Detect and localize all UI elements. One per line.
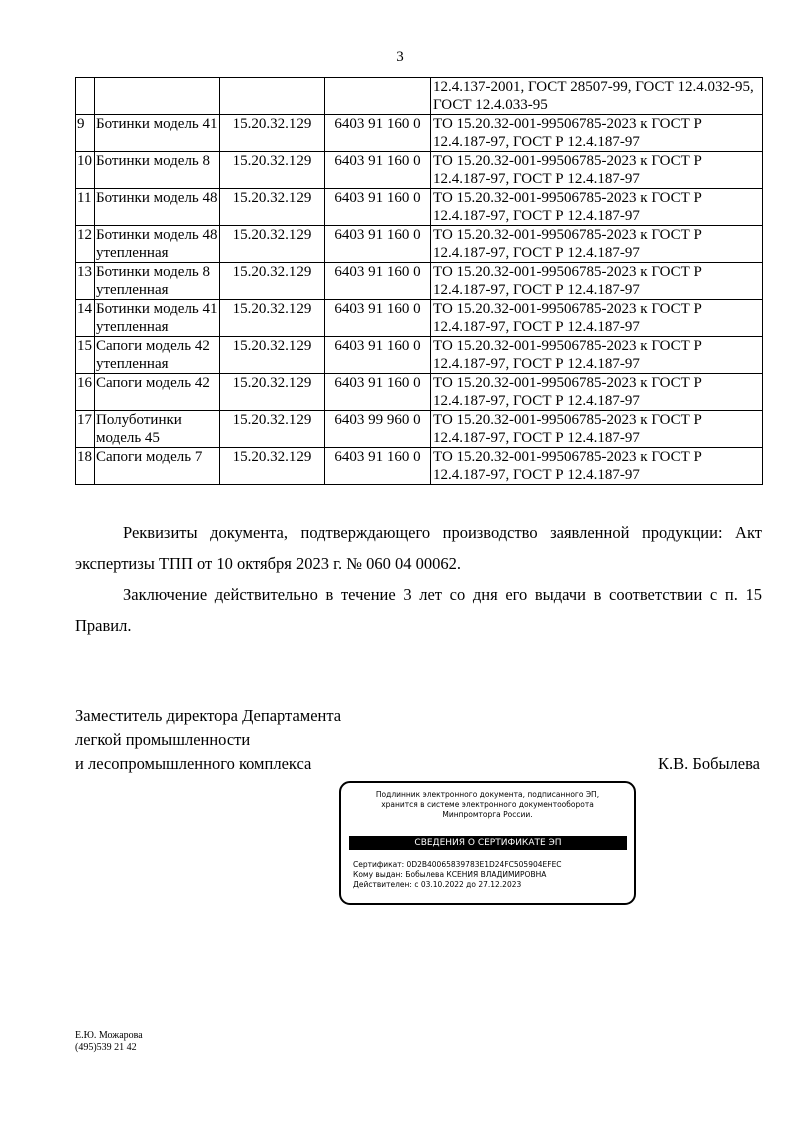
standard-cell: ТО 15.20.32-001-99506785-2023 к ГОСТ Р 12.4.187-97, ГОСТ Р 12.4.187-97 xyxy=(431,337,763,374)
stamp-certificate-info xyxy=(353,860,562,890)
row-number-cell: 17 xyxy=(76,411,95,448)
tnved-code-cell: 6403 91 160 0 xyxy=(325,374,431,411)
tnved-code-cell: 6403 91 160 0 xyxy=(325,226,431,263)
row-number-cell: 16 xyxy=(76,374,95,411)
products-table-body xyxy=(76,78,763,485)
okpd2-code-cell: 15.20.32.129 xyxy=(220,152,325,189)
table-row xyxy=(76,115,763,152)
product-name-cell: Ботинки модель 48 xyxy=(95,189,220,226)
tnved-code-cell xyxy=(325,78,431,115)
row-number-cell: 13 xyxy=(76,263,95,300)
signatory-title-line: Заместитель директора Департамента xyxy=(75,706,342,725)
okpd2-code-cell: 15.20.32.129 xyxy=(220,337,325,374)
row-number-cell: 12 xyxy=(76,226,95,263)
tnved-code-cell: 6403 91 160 0 xyxy=(325,189,431,226)
tnved-code-cell: 6403 99 960 0 xyxy=(325,411,431,448)
paragraph-validity: Заключение действительно в течение 3 лет со дня его выдачи в соответствии с п. 15 Правил. xyxy=(75,585,762,635)
tnved-code-cell: 6403 91 160 0 xyxy=(325,115,431,152)
product-name-cell: Сапоги модель 42 xyxy=(95,374,220,411)
executor-note xyxy=(75,1030,143,1054)
row-number-cell: 14 xyxy=(76,300,95,337)
table-row xyxy=(76,78,763,115)
table-row xyxy=(76,300,763,337)
signatory-title-line: легкой промышленности xyxy=(75,730,251,749)
paragraph-document-details: Реквизиты документа, подтверждающего производство заявленной продукции: Акт экспертизы ТПП от 10 октября 2023 г. № 060 04 00062. xyxy=(75,523,762,573)
table-row xyxy=(76,337,763,374)
okpd2-code-cell: 15.20.32.129 xyxy=(220,448,325,485)
standard-cell: ТО 15.20.32-001-99506785-2023 к ГОСТ Р 12.4.187-97, ГОСТ Р 12.4.187-97 xyxy=(431,226,763,263)
table-row xyxy=(76,189,763,226)
executor-phone: (495)539 21 42 xyxy=(75,1042,137,1053)
table-row xyxy=(76,263,763,300)
okpd2-code-cell xyxy=(220,78,325,115)
table-row xyxy=(76,411,763,448)
table-row xyxy=(76,152,763,189)
tnved-code-cell: 6403 91 160 0 xyxy=(325,263,431,300)
stamp-header-line: хранится в системе электронного документооборота xyxy=(381,800,594,809)
stamp-header-line: Минпромторга России. xyxy=(442,810,533,819)
okpd2-code-cell: 15.20.32.129 xyxy=(220,226,325,263)
okpd2-code-cell: 15.20.32.129 xyxy=(220,263,325,300)
okpd2-code-cell: 15.20.32.129 xyxy=(220,300,325,337)
standard-cell: ТО 15.20.32-001-99506785-2023 к ГОСТ Р 12.4.187-97, ГОСТ Р 12.4.187-97 xyxy=(431,448,763,485)
table-row xyxy=(76,374,763,411)
product-name-cell: Ботинки модель 41 xyxy=(95,115,220,152)
table-row xyxy=(76,226,763,263)
stamp-certificate-number: Сертификат: 0D2B40065839783E1D24FC505904EFEC xyxy=(353,860,562,869)
row-number-cell xyxy=(76,78,95,115)
standard-cell: ТО 15.20.32-001-99506785-2023 к ГОСТ Р 12.4.187-97, ГОСТ Р 12.4.187-97 xyxy=(431,411,763,448)
stamp-certificate-bar: СВЕДЕНИЯ О СЕРТИФИКАТЕ ЭП xyxy=(349,836,627,850)
signatory-name: К.В. Бобылева xyxy=(657,754,760,773)
stamp-header xyxy=(341,790,634,820)
stamp-header-line: Подлинник электронного документа, подписанного ЭП, xyxy=(375,790,600,799)
okpd2-code-cell: 15.20.32.129 xyxy=(220,115,325,152)
product-name-cell: Ботинки модель 48 утепленная xyxy=(96,227,218,261)
row-number-cell: 10 xyxy=(76,152,95,189)
executor-name: Е.Ю. Можарова xyxy=(75,1030,143,1041)
product-name-cell xyxy=(95,78,220,115)
tnved-code-cell: 6403 91 160 0 xyxy=(325,152,431,189)
product-name-cell: Ботинки модель 41 утепленная xyxy=(96,301,218,335)
row-number-cell: 11 xyxy=(76,189,95,226)
stamp-issued-to: Кому выдан: Бобылева КСЕНИЯ ВЛАДИМИРОВНА xyxy=(353,870,547,879)
standard-cell: ТО 15.20.32-001-99506785-2023 к ГОСТ Р 12.4.187-97, ГОСТ Р 12.4.187-97 xyxy=(431,189,763,226)
standard-cell: ТО 15.20.32-001-99506785-2023 к ГОСТ Р 12.4.187-97, ГОСТ Р 12.4.187-97 xyxy=(431,115,763,152)
electronic-signature-stamp xyxy=(339,781,636,905)
page-number: 3 xyxy=(396,49,404,65)
standard-cell: ТО 15.20.32-001-99506785-2023 к ГОСТ Р 12.4.187-97, ГОСТ Р 12.4.187-97 xyxy=(431,263,763,300)
standard-cell: 12.4.137-2001, ГОСТ 28507-99, ГОСТ 12.4.032-95, ГОСТ 12.4.033-95 xyxy=(431,78,763,115)
tnved-code-cell: 6403 91 160 0 xyxy=(325,300,431,337)
products-table xyxy=(75,77,763,485)
tnved-code-cell: 6403 91 160 0 xyxy=(325,448,431,485)
product-name-cell: Ботинки модель 8 xyxy=(95,152,220,189)
row-number-cell: 18 xyxy=(76,448,95,485)
standard-cell: ТО 15.20.32-001-99506785-2023 к ГОСТ Р 12.4.187-97, ГОСТ Р 12.4.187-97 xyxy=(431,152,763,189)
product-name-cell: Сапоги модель 42 утепленная xyxy=(95,337,220,374)
table-row xyxy=(76,448,763,485)
standard-cell: ТО 15.20.32-001-99506785-2023 к ГОСТ Р 12.4.187-97, ГОСТ Р 12.4.187-97 xyxy=(431,300,763,337)
product-name-cell: Ботинки модель 8 утепленная xyxy=(95,263,220,300)
tnved-code-cell: 6403 91 160 0 xyxy=(325,337,431,374)
stamp-validity: Действителен: с 03.10.2022 до 27.12.2023 xyxy=(353,880,522,889)
okpd2-code-cell: 15.20.32.129 xyxy=(220,411,325,448)
okpd2-code-cell: 15.20.32.129 xyxy=(220,374,325,411)
row-number-cell: 9 xyxy=(76,115,95,152)
signatory-title-line: и лесопромышленного комплекса xyxy=(75,754,312,773)
standard-cell: ТО 15.20.32-001-99506785-2023 к ГОСТ Р 12.4.187-97, ГОСТ Р 12.4.187-97 xyxy=(431,374,763,411)
product-name-cell: Сапоги модель 7 xyxy=(95,448,220,485)
signatory-title xyxy=(75,704,341,776)
product-name-cell: Полуботинки модель 45 xyxy=(95,411,220,448)
okpd2-code-cell: 15.20.32.129 xyxy=(220,189,325,226)
row-number-cell: 15 xyxy=(76,337,95,374)
